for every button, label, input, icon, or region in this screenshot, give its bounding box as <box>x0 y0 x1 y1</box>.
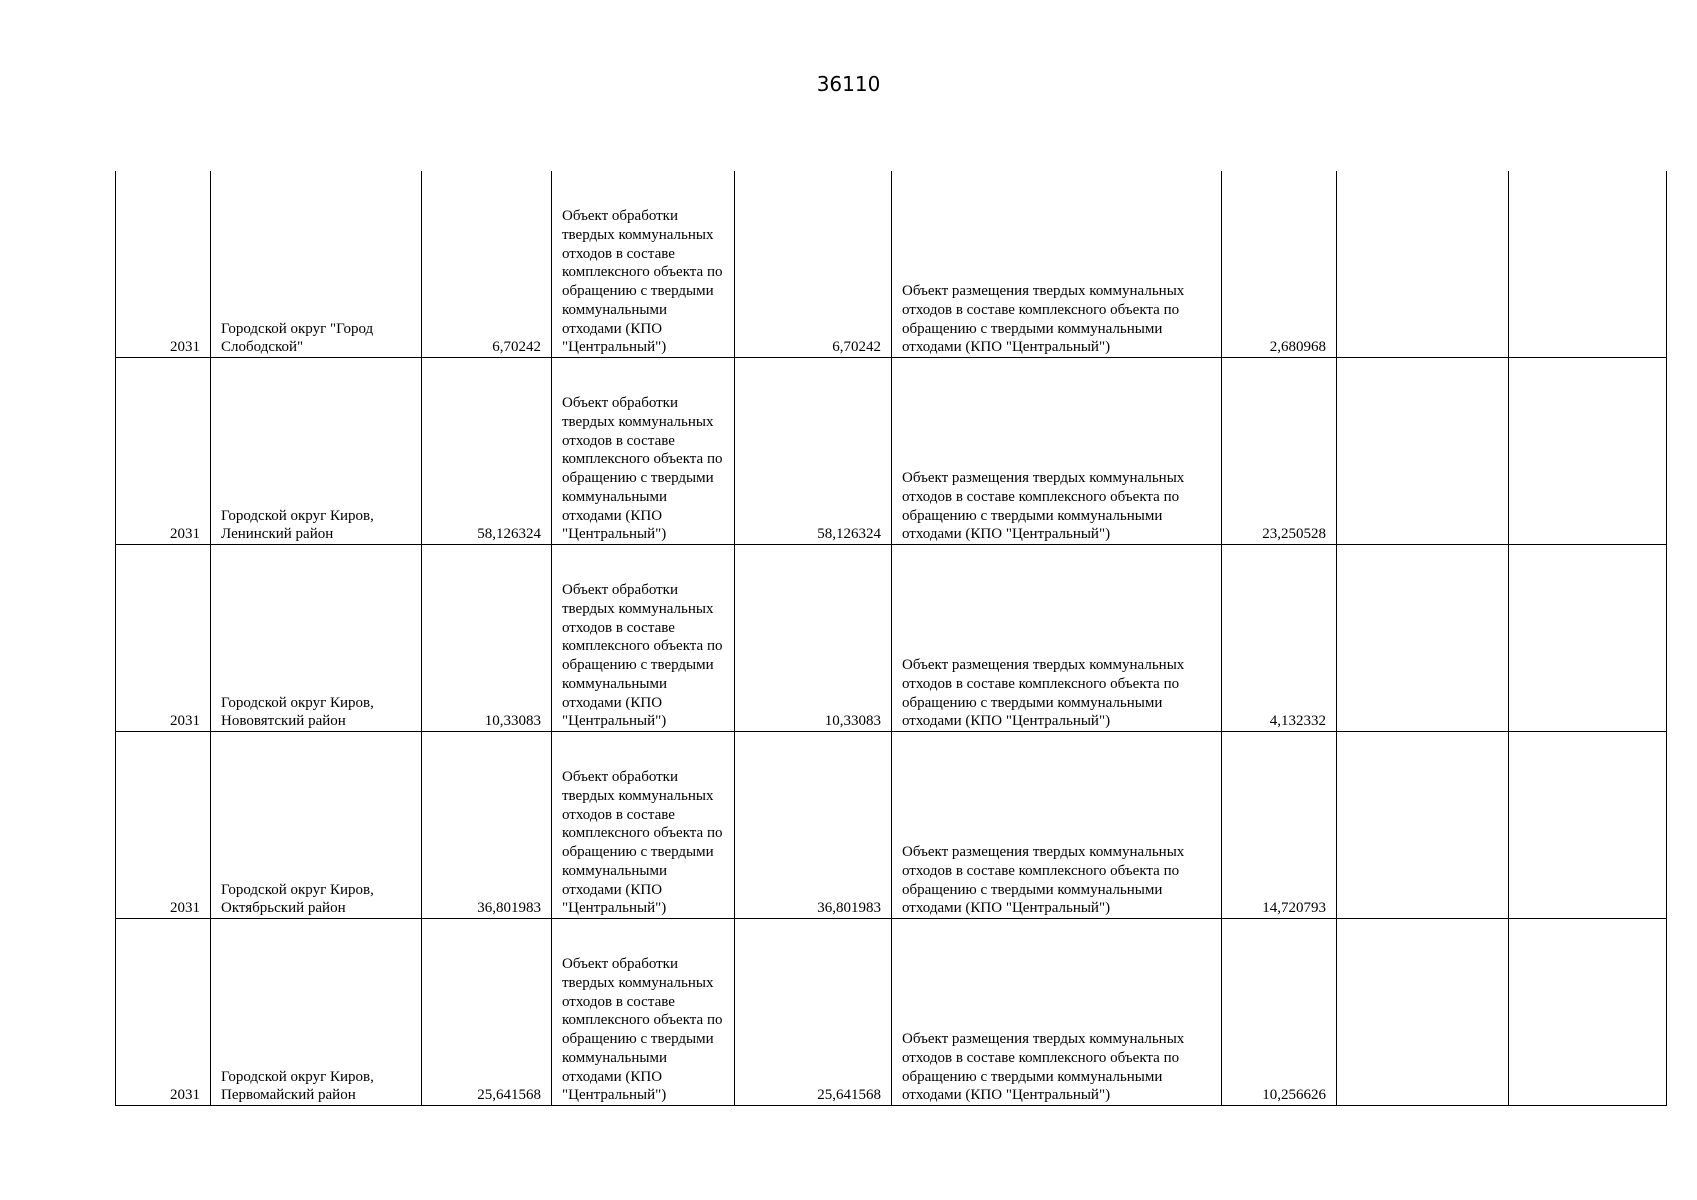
processed-amount-cell: 10,33083 <box>735 545 892 732</box>
empty-cell <box>1337 358 1509 545</box>
placement-object-cell: Объект размещения твердых коммунальных отходов в составе комплексного объекта по обращению с твердыми коммунальными отходами (КПО "Центральный") <box>892 358 1222 545</box>
empty-cell <box>1509 358 1667 545</box>
empty-cell <box>1337 545 1509 732</box>
table-row <box>116 545 1667 732</box>
processing-object-cell: Объект обработки твердых коммунальных отходов в составе комплексного объекта по обращению с твердыми коммунальными отходами (КПО "Центральный") <box>552 732 735 919</box>
placement-object-cell: Объект размещения твердых коммунальных отходов в составе комплексного объекта по обращению с твердыми коммунальными отходами (КПО "Центральный") <box>892 171 1222 358</box>
territory-cell: Городской округ Киров, Октябрьский район <box>211 732 422 919</box>
processed-amount-cell: 36,801983 <box>735 732 892 919</box>
amount-cell: 58,126324 <box>422 358 552 545</box>
empty-cell <box>1337 919 1509 1106</box>
processed-amount-cell: 6,70242 <box>735 171 892 358</box>
amount-cell: 10,33083 <box>422 545 552 732</box>
territory-cell: Городской округ Киров, Ленинский район <box>211 358 422 545</box>
processing-object-cell: Объект обработки твердых коммунальных отходов в составе комплексного объекта по обращению с твердыми коммунальными отходами (КПО "Центральный") <box>552 171 735 358</box>
table-row <box>116 919 1667 1106</box>
year-cell: 2031 <box>116 171 211 358</box>
empty-cell <box>1509 171 1667 358</box>
territory-cell: Городской округ Киров, Первомайский район <box>211 919 422 1106</box>
empty-cell <box>1509 545 1667 732</box>
table-row <box>116 171 1667 358</box>
amount-cell: 25,641568 <box>422 919 552 1106</box>
processing-object-cell: Объект обработки твердых коммунальных отходов в составе комплексного объекта по обращению с твердыми коммунальными отходами (КПО "Центральный") <box>552 919 735 1106</box>
year-cell: 2031 <box>116 732 211 919</box>
placement-amount-cell: 14,720793 <box>1222 732 1337 919</box>
table-row <box>116 732 1667 919</box>
processed-amount-cell: 25,641568 <box>735 919 892 1106</box>
empty-cell <box>1337 732 1509 919</box>
placement-object-cell: Объект размещения твердых коммунальных отходов в составе комплексного объекта по обращению с твердыми коммунальными отходами (КПО "Центральный") <box>892 732 1222 919</box>
placement-amount-cell: 4,132332 <box>1222 545 1337 732</box>
empty-cell <box>1509 919 1667 1106</box>
processing-object-cell: Объект обработки твердых коммунальных отходов в составе комплексного объекта по обращению с твердыми коммунальными отходами (КПО "Центральный") <box>552 545 735 732</box>
amount-cell: 36,801983 <box>422 732 552 919</box>
year-cell: 2031 <box>116 358 211 545</box>
placement-amount-cell: 23,250528 <box>1222 358 1337 545</box>
processed-amount-cell: 58,126324 <box>735 358 892 545</box>
placement-object-cell: Объект размещения твердых коммунальных отходов в составе комплексного объекта по обращению с твердыми коммунальными отходами (КПО "Центральный") <box>892 919 1222 1106</box>
placement-amount-cell: 2,680968 <box>1222 171 1337 358</box>
page-number: 36110 <box>816 72 881 96</box>
year-cell: 2031 <box>116 919 211 1106</box>
amount-cell: 6,70242 <box>422 171 552 358</box>
placement-object-cell: Объект размещения твердых коммунальных отходов в составе комплексного объекта по обращению с твердыми коммунальными отходами (КПО "Центральный") <box>892 545 1222 732</box>
empty-cell <box>1337 171 1509 358</box>
waste-flow-table <box>115 171 1667 1106</box>
territory-cell: Городской округ "Город Слободской" <box>211 171 422 358</box>
empty-cell <box>1509 732 1667 919</box>
territory-cell: Городской округ Киров, Нововятский район <box>211 545 422 732</box>
processing-object-cell: Объект обработки твердых коммунальных отходов в составе комплексного объекта по обращению с твердыми коммунальными отходами (КПО "Центральный") <box>552 358 735 545</box>
year-cell: 2031 <box>116 545 211 732</box>
table-row <box>116 358 1667 545</box>
placement-amount-cell: 10,256626 <box>1222 919 1337 1106</box>
